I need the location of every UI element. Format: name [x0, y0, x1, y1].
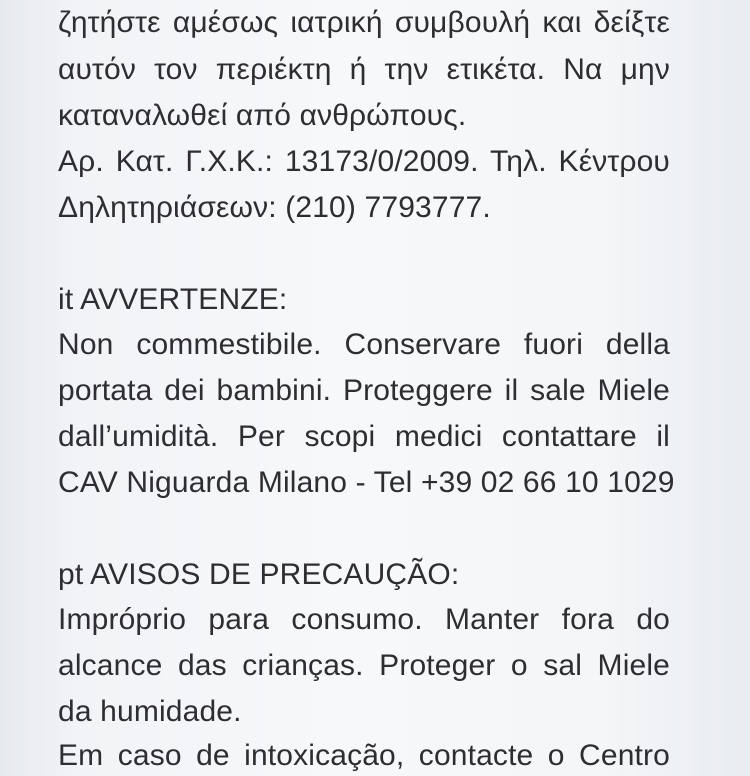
italian-line-4: CAV Niguarda Milano - Tel +39 02 66 10 1029 [58, 466, 675, 499]
portuguese-line-1: Impróprio para consumo. Manter fora do [58, 603, 670, 636]
greek-line-2: αυτόν τον περιέκτη ή την ετικέτα. Να μην [58, 53, 670, 86]
greek-line-3: καταναλωθεί από ανθρώπους. [58, 99, 467, 132]
portuguese-line-2: alcance das crianças. Proteger o sal Miele [58, 649, 670, 682]
italian-line-2: portata dei bambini. Proteggere il sale Miele [58, 374, 670, 407]
italian-line-1: Non commestibile. Conservare fuori della [58, 328, 670, 361]
portuguese-heading: pt AVISOS DE PRECAUÇÃO: [58, 558, 460, 591]
italian-heading: it AVVERTENZE: [58, 283, 288, 316]
greek-line-4: Αρ. Κατ. Γ.Χ.Κ.: 13173/0/2009. Τηλ. Κέντρου [58, 145, 670, 178]
portuguese-line-3: da humidade. [58, 695, 242, 728]
italian-line-3: dall’umidità. Per scopi medici contattare il [58, 420, 670, 453]
portuguese-line-4: Em caso de intoxicação, contacte o Centro [58, 739, 670, 772]
greek-line-1: ζητήστε αμέσως ιατρική συμβουλή και δείξτε [58, 6, 670, 39]
greek-line-5: Δηλητηριάσεων: (210) 7793777. [58, 191, 491, 224]
